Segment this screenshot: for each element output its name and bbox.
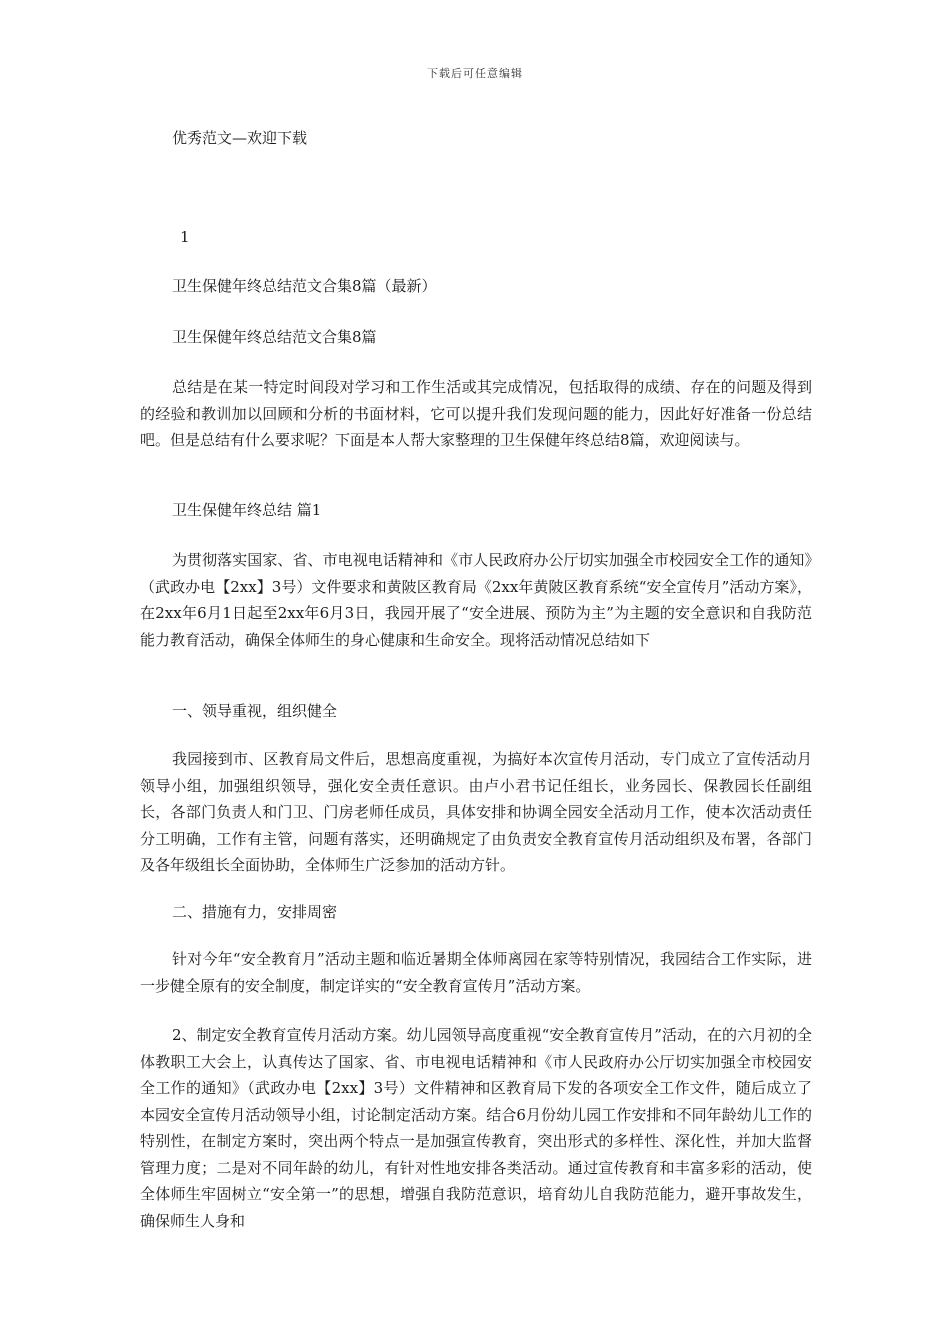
paragraph-3: 针对今年“安全教育月”活动主题和临近暑期全体师离园在家等特别情况，我园结合工作实际，进一步健全原有的安全制度，制定详实的“安全教育宣传月”活动方案。 [140, 950, 812, 995]
paragraph-2: 我园接到市、区教育局文件后，思想高度重视，为搞好本次宣传月活动，专门成立了宣传活动月领导小组，加强组织领导，强化安全责任意识。由卢小君书记任组长，业务园长、保教园长任副组长，各部门负责人和门卫、门房老师任成员，具体安排和协调全园安全活动月工作，使本次活动责任分工明确，工作有主管，问题有落实，还明确规定了由负责安全教育宣传月活动组织及布署，各部门及各年级组长全面协助，全体师生广泛参加的活动方针。 [140, 750, 812, 874]
document-subtitle: 卫生保健年终总结范文合集8篇 [172, 328, 377, 346]
page-number: 1 [180, 228, 190, 246]
heading-1: 一、领导重视，组织健全 [172, 702, 338, 720]
header-note: 下载后可任意编辑 [427, 67, 523, 80]
banner-text: 优秀范文—欢迎下载 [172, 129, 308, 147]
section-title: 卫生保健年终总结 篇1 [172, 501, 322, 519]
intro-paragraph: 总结是在某一特定时间段对学习和工作生活或其完成情况，包括取得的成绩、存在的问题及得到的经验和教训加以回顾和分析的书面材料，它可以提升我们发现问题的能力，因此好好准备一份总结吧。但是总结有什么要求呢？下面是本人帮大家整理的卫生保健年终总结8篇，欢迎阅读与。 [140, 378, 812, 449]
paragraph-4: 2、制定安全教育宣传月活动方案。幼儿园领导高度重视“安全教育宣传月”活动，在的六月初的全体教职工大会上，认真传达了国家、省、市电视电话精神和《市人民政府办公厅切实加强全市校园安全工作的通知》（武政办电【2xx】3号）文件精神和区教育局下发的各项安全工作文件，随后成立了本园安全宣传月活动领导小组，讨论制定活动方案。结合6月份幼儿园工作安排和不同年龄幼儿工作的特别性，在制定方案时，突出两个特点一是加强宣传教育，突出形式的多样性、深化性，并加大监督管理力度；二是对不同年龄的幼儿，有针对性地安排各类活动。通过宣传教育和丰富多彩的活动，使全体师生牢固树立“安全第一”的思想，增强自我防范意识，培育幼儿自我防范能力，避开事故发生，确保师生人身和 [140, 1026, 812, 1230]
document-title: 卫生保健年终总结范文合集8篇（最新） [172, 277, 437, 295]
heading-2: 二、措施有力，安排周密 [172, 903, 338, 921]
paragraph-1: 为贯彻落实国家、省、市电视电话精神和《市人民政府办公厅切实加强全市校园安全工作的通知》（武政办电【2xx】3号）文件要求和黄陂区教育局《2xx年黄陂区教育系统“安全宣传月”活动方案》，在2xx年6月1日起至2xx年6月3日，我园开展了“安全进展、预防为主”为主题的安全意识和自我防范能力教育活动，确保全体师生的身心健康和生命安全。现将活动情况总结如下 [140, 551, 812, 649]
